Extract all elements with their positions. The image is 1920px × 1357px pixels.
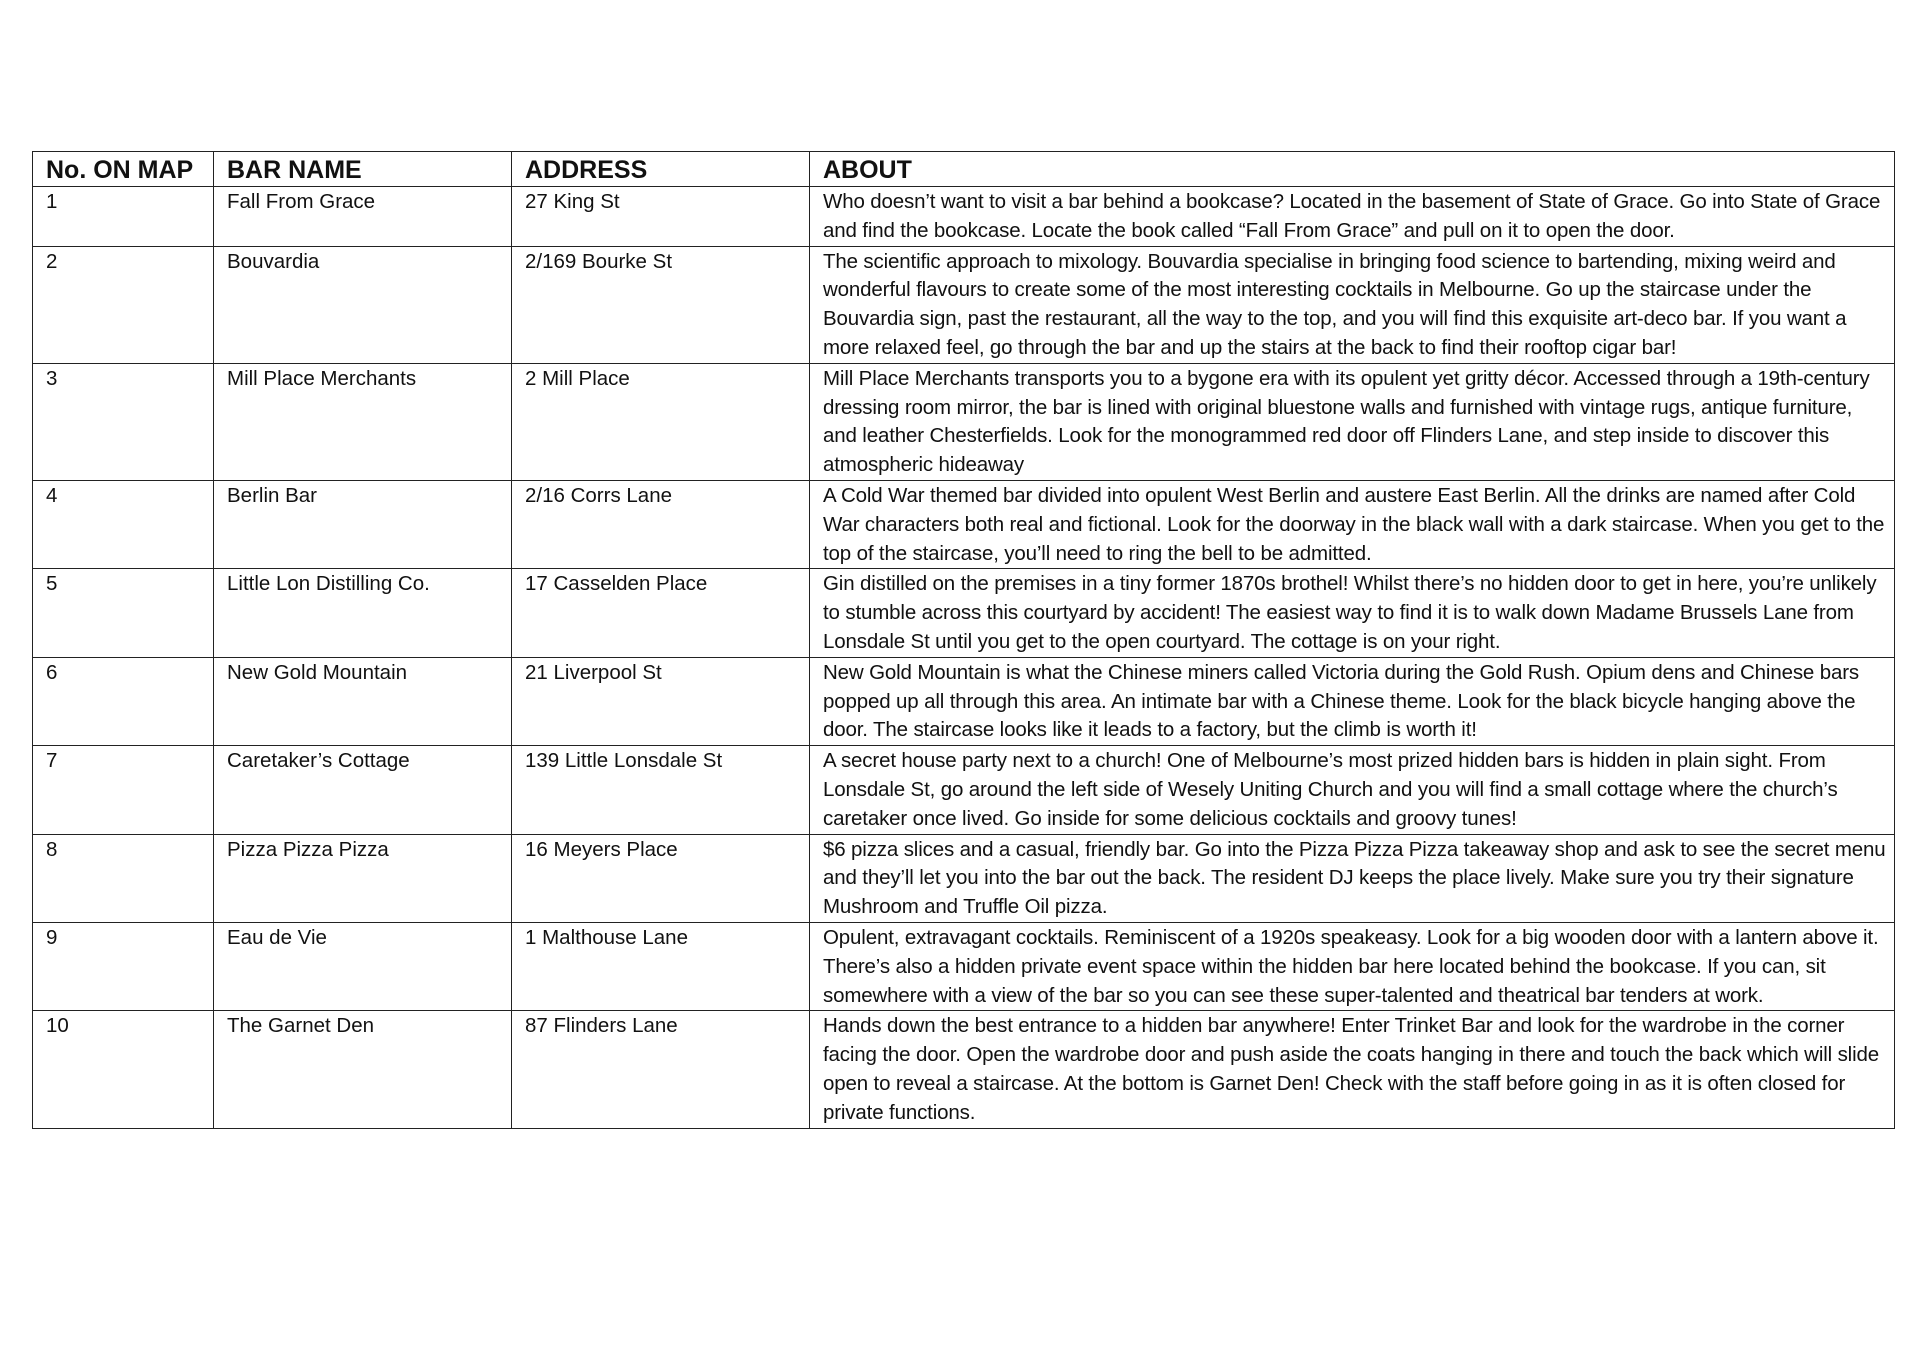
row-about: A secret house party next to a church! One of Melbourne’s most prized hidden bars is hidden in plain sight. From Lonsdale St, go around the left side of Wesely Uniting Church and you will find a small cottage where the church’s caretaker once lived. Go inside for some delicious cocktails and groovy tunes!	[810, 746, 1895, 834]
row-about: New Gold Mountain is what the Chinese miners called Victoria during the Gold Rush. Opium dens and Chinese bars popped up all through this area. An intimate bar with a Chinese theme. Look for the black bicycle hanging above the door. The staircase looks like it leads to a factory, but the climb is worth it!	[810, 657, 1895, 745]
table-row	[33, 1011, 1895, 1128]
row-about: The scientific approach to mixology. Bouvardia specialise in bringing food science to bartending, mixing weird and wonderful flavours to create some of the most interesting cocktails in Melbourne. Go up the staircase under the Bouvardia sign, past the restaurant, all the way to the top, and you will find this exquisite art-deco bar. If you want a more relaxed feel, go through the bar and up the stairs at the back to find their rooftop cigar bar!	[810, 246, 1895, 363]
row-address: 21 Liverpool St	[512, 657, 810, 745]
table-row	[33, 363, 1895, 480]
table-header-row	[33, 152, 1895, 187]
row-bar-name: Pizza Pizza Pizza	[214, 834, 512, 922]
row-address: 2 Mill Place	[512, 363, 810, 480]
row-bar-name: Bouvardia	[214, 246, 512, 363]
row-bar-name: Little Lon Distilling Co.	[214, 569, 512, 657]
document-page	[32, 151, 1894, 1129]
header-about: ABOUT	[810, 152, 1895, 187]
row-about: Gin distilled on the premises in a tiny former 1870s brothel! Whilst there’s no hidden door to get in here, you’re unlikely to stumble across this courtyard by accident! The easiest way to find it is to walk down Madame Brussels Lane from Lonsdale St until you get to the open courtyard. The cottage is on your right.	[810, 569, 1895, 657]
row-bar-name: Fall From Grace	[214, 187, 512, 247]
row-address: 16 Meyers Place	[512, 834, 810, 922]
row-about: Hands down the best entrance to a hidden bar anywhere! Enter Trinket Bar and look for the wardrobe in the corner facing the door. Open the wardrobe door and push aside the coats hanging in there and touch the back which will slide open to reveal a staircase. At the bottom is Garnet Den! Check with the staff before going in as it is often closed for private functions.	[810, 1011, 1895, 1128]
row-number: 10	[33, 1011, 214, 1128]
row-address: 27 King St	[512, 187, 810, 247]
row-about: Opulent, extravagant cocktails. Reminiscent of a 1920s speakeasy. Look for a big wooden door with a lantern above it. There’s also a hidden private event space within the hidden bar here located behind the bookcase. If you can, sit somewhere with a view of the bar so you can see these super-talented and theatrical bar tenders at work.	[810, 922, 1895, 1010]
table-row	[33, 746, 1895, 834]
row-number: 1	[33, 187, 214, 247]
row-address: 17 Casselden Place	[512, 569, 810, 657]
row-bar-name: Eau de Vie	[214, 922, 512, 1010]
row-bar-name: Caretaker’s Cottage	[214, 746, 512, 834]
row-address: 2/16 Corrs Lane	[512, 480, 810, 568]
row-number: 7	[33, 746, 214, 834]
hidden-bars-table	[32, 151, 1895, 1129]
table-row	[33, 569, 1895, 657]
row-number: 4	[33, 480, 214, 568]
table-row	[33, 834, 1895, 922]
row-address: 87 Flinders Lane	[512, 1011, 810, 1128]
row-about: Mill Place Merchants transports you to a bygone era with its opulent yet gritty décor. Accessed through a 19th-century dressing room mirror, the bar is lined with original bluestone walls and furnished with vintage rugs, antique furniture, and leather Chesterfields. Look for the monogrammed red door off Flinders Lane, and step inside to discover this atmospheric hideaway	[810, 363, 1895, 480]
table-row	[33, 480, 1895, 568]
row-number: 6	[33, 657, 214, 745]
header-address: ADDRESS	[512, 152, 810, 187]
row-about: $6 pizza slices and a casual, friendly bar. Go into the Pizza Pizza Pizza takeaway shop and ask to see the secret menu and they’ll let you into the bar out the back. The resident DJ keeps the place lively. Make sure you try their signature Mushroom and Truffle Oil pizza.	[810, 834, 1895, 922]
row-about: A Cold War themed bar divided into opulent West Berlin and austere East Berlin. All the drinks are named after Cold War characters both real and fictional. Look for the doorway in the black wall with a dark staircase. When you get to the top of the staircase, you’ll need to ring the bell to be admitted.	[810, 480, 1895, 568]
row-number: 3	[33, 363, 214, 480]
table-row	[33, 657, 1895, 745]
row-address: 1 Malthouse Lane	[512, 922, 810, 1010]
table-row	[33, 187, 1895, 247]
row-bar-name: Mill Place Merchants	[214, 363, 512, 480]
row-bar-name: The Garnet Den	[214, 1011, 512, 1128]
header-number: No. ON MAP	[33, 152, 214, 187]
row-number: 8	[33, 834, 214, 922]
row-number: 5	[33, 569, 214, 657]
row-address: 2/169 Bourke St	[512, 246, 810, 363]
row-bar-name: Berlin Bar	[214, 480, 512, 568]
row-bar-name: New Gold Mountain	[214, 657, 512, 745]
table-row	[33, 922, 1895, 1010]
row-number: 2	[33, 246, 214, 363]
table-row	[33, 246, 1895, 363]
row-number: 9	[33, 922, 214, 1010]
row-address: 139 Little Lonsdale St	[512, 746, 810, 834]
row-about: Who doesn’t want to visit a bar behind a bookcase? Located in the basement of State of Grace. Go into State of Grace and find the bookcase. Locate the book called “Fall From Grace” and pull on it to open the door.	[810, 187, 1895, 247]
header-bar-name: BAR NAME	[214, 152, 512, 187]
